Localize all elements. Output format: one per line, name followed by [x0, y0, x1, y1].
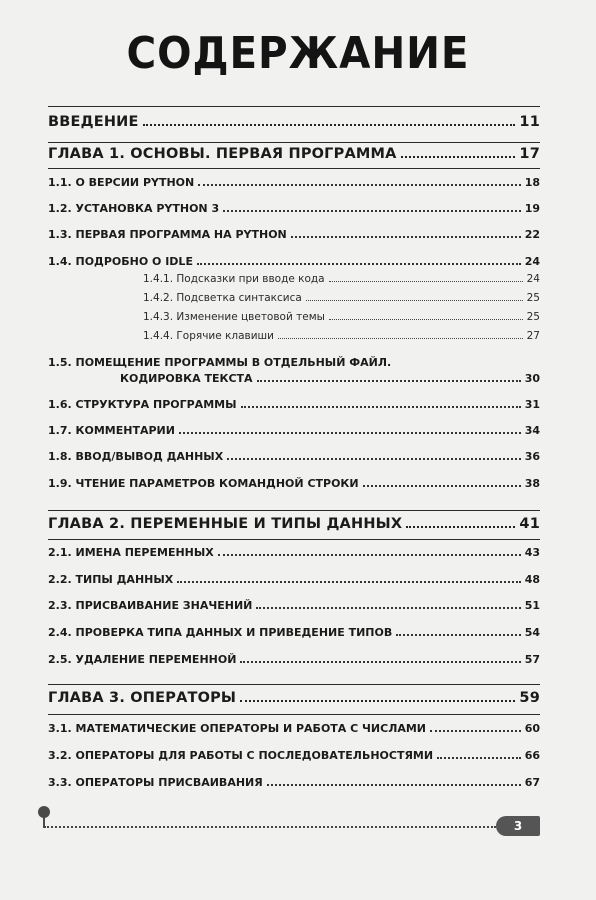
- toc-entry[interactable]: [48, 776, 540, 789]
- entry-page: 25: [526, 292, 540, 304]
- leader-dots: [430, 730, 521, 732]
- leader-dots: [241, 406, 521, 408]
- toc-entry-intro[interactable]: [48, 114, 540, 130]
- entry-label: 1.2. УСТАНОВКА PYTHON 3: [48, 202, 220, 215]
- toc-entry[interactable]: [48, 546, 540, 559]
- entry-label: 1.9. ЧТЕНИЕ ПАРАМЕТРОВ КОМАНДНОЙ СТРОКИ: [48, 477, 359, 490]
- toc-entry[interactable]: [48, 599, 540, 612]
- entry-label: 2.5. УДАЛЕНИЕ ПЕРЕМЕННОЙ: [48, 653, 237, 666]
- entry-label: 2.3. ПРИСВАИВАНИЕ ЗНАЧЕНИЙ: [48, 599, 253, 612]
- divider: [48, 106, 540, 107]
- entry-label: 1.1. О ВЕРСИИ PYTHON: [48, 176, 195, 189]
- footer-leader-dots: [44, 826, 496, 828]
- entry-page: 22: [524, 228, 540, 241]
- entry-page: 27: [526, 330, 540, 342]
- entry-label: 2.1. ИМЕНА ПЕРЕМЕННЫХ: [48, 546, 214, 559]
- toc-entry[interactable]: [48, 228, 540, 241]
- entry-page: 41: [519, 516, 540, 532]
- entry-label-continued: КОДИРОВКА ТЕКСТА: [120, 372, 253, 385]
- entry-label: 2.2. ТИПЫ ДАННЫХ: [48, 573, 174, 586]
- toc-entry[interactable]: [48, 398, 540, 411]
- leader-dots: [329, 319, 523, 320]
- toc-subentry[interactable]: [143, 273, 540, 285]
- entry-label: 1.6. СТРУКТУРА ПРОГРАММЫ: [48, 398, 237, 411]
- entry-label: 2.4. ПРОВЕРКА ТИПА ДАННЫХ И ПРИВЕДЕНИЕ ТИПОВ: [48, 626, 393, 639]
- entry-page: 43: [524, 546, 540, 559]
- entry-page: 25: [526, 311, 540, 323]
- entry-label: 3.1. МАТЕМАТИЧЕСКИЕ ОПЕРАТОРЫ И РАБОТА С ЧИСЛАМИ: [48, 722, 427, 735]
- entry-page: 19: [524, 202, 540, 215]
- toc-subentry[interactable]: [143, 330, 540, 342]
- toc-entry-chapter-1[interactable]: [48, 146, 540, 162]
- toc-entry[interactable]: [48, 573, 540, 586]
- leader-dots: [227, 458, 521, 460]
- entry-label: 1.3. ПЕРВАЯ ПРОГРАММА НА PYTHON: [48, 228, 287, 241]
- leader-dots: [177, 581, 520, 583]
- divider: [48, 684, 540, 685]
- entry-label: 1.4.3. Изменение цветовой темы: [143, 311, 325, 323]
- entry-label: 3.2. ОПЕРАТОРЫ ДЛЯ РАБОТЫ С ПОСЛЕДОВАТЕЛЬНОСТЯМИ: [48, 749, 434, 762]
- leader-dots: [401, 156, 516, 158]
- entry-page: 67: [524, 776, 540, 789]
- page-title: СОДЕРЖАНИЕ: [126, 28, 470, 79]
- leader-dots: [240, 661, 520, 663]
- toc-entry[interactable]: [48, 477, 540, 490]
- toc-entry[interactable]: [48, 424, 540, 437]
- leader-dots: [240, 700, 515, 702]
- divider: [48, 510, 540, 511]
- toc-entry[interactable]: [48, 176, 540, 189]
- divider: [48, 539, 540, 540]
- toc-entry[interactable]: [48, 722, 540, 735]
- toc-entry[interactable]: [48, 202, 540, 215]
- leader-dots: [256, 607, 520, 609]
- entry-page: 54: [524, 626, 540, 639]
- toc-entry-chapter-3[interactable]: [48, 690, 540, 706]
- entry-label: 1.5. ПОМЕЩЕНИЕ ПРОГРАММЫ В ОТДЕЛЬНЫЙ ФАЙЛ.: [48, 356, 392, 369]
- page-number: 3: [496, 816, 540, 836]
- toc-entry[interactable]: [48, 653, 540, 666]
- toc-entry[interactable]: [48, 749, 540, 762]
- toc-entry[interactable]: [48, 255, 540, 268]
- entry-label: ВВЕДЕНИЕ: [48, 114, 139, 130]
- leader-dots: [363, 485, 521, 487]
- entry-label: 1.7. КОММЕНТАРИИ: [48, 424, 175, 437]
- leader-dots: [291, 236, 521, 238]
- toc-entry[interactable]: [48, 626, 540, 639]
- entry-label: 1.4. ПОДРОБНО О IDLE: [48, 255, 193, 268]
- entry-label: ГЛАВА 3. ОПЕРАТОРЫ: [48, 690, 237, 706]
- entry-page: 38: [524, 477, 540, 490]
- entry-label: ГЛАВА 1. ОСНОВЫ. ПЕРВАЯ ПРОГРАММА: [48, 146, 397, 162]
- toc-subentry[interactable]: [143, 292, 540, 304]
- entry-label: 1.4.1. Подсказки при вводе кода: [143, 273, 325, 285]
- leader-dots: [143, 124, 516, 126]
- toc-entry-chapter-2[interactable]: [48, 516, 540, 532]
- entry-page: 66: [524, 749, 540, 762]
- entry-page: 34: [524, 424, 540, 437]
- entry-page: 11: [519, 114, 540, 130]
- leader-dots: [179, 432, 521, 434]
- entry-label: 1.4.4. Горячие клавиши: [143, 330, 274, 342]
- leader-dots: [257, 380, 521, 382]
- entry-label: 3.3. ОПЕРАТОРЫ ПРИСВАИВАНИЯ: [48, 776, 263, 789]
- leader-dots: [437, 757, 521, 759]
- leader-dots: [198, 184, 520, 186]
- entry-label: 1.8. ВВОД/ВЫВОД ДАННЫХ: [48, 450, 224, 463]
- divider: [48, 714, 540, 715]
- leader-dots: [306, 300, 523, 301]
- entry-page: 57: [524, 653, 540, 666]
- leader-dots: [218, 554, 521, 556]
- entry-page: 59: [519, 690, 540, 706]
- toc-subentry[interactable]: [143, 311, 540, 323]
- leader-dots: [396, 634, 520, 636]
- entry-page: 24: [526, 273, 540, 285]
- divider: [48, 168, 540, 169]
- entry-page: 18: [524, 176, 540, 189]
- entry-page: 24: [524, 255, 540, 268]
- entry-page: 48: [524, 573, 540, 586]
- entry-label: 1.4.2. Подсветка синтаксиса: [143, 292, 302, 304]
- toc-entry[interactable]: [48, 356, 540, 385]
- entry-label: ГЛАВА 2. ПЕРЕМЕННЫЕ И ТИПЫ ДАННЫХ: [48, 516, 403, 532]
- entry-page: 30: [524, 372, 540, 385]
- leader-dots: [267, 784, 521, 786]
- entry-page: 60: [524, 722, 540, 735]
- entry-page: 51: [524, 599, 540, 612]
- entry-page: 36: [524, 450, 540, 463]
- entry-page: 17: [519, 146, 540, 162]
- toc-entry[interactable]: [48, 450, 540, 463]
- entry-page: 31: [524, 398, 540, 411]
- leader-dots: [223, 210, 521, 212]
- leader-dots: [406, 526, 515, 528]
- divider: [48, 142, 540, 143]
- leader-dots: [197, 263, 521, 265]
- leader-dots: [278, 338, 523, 339]
- leader-dots: [329, 281, 523, 282]
